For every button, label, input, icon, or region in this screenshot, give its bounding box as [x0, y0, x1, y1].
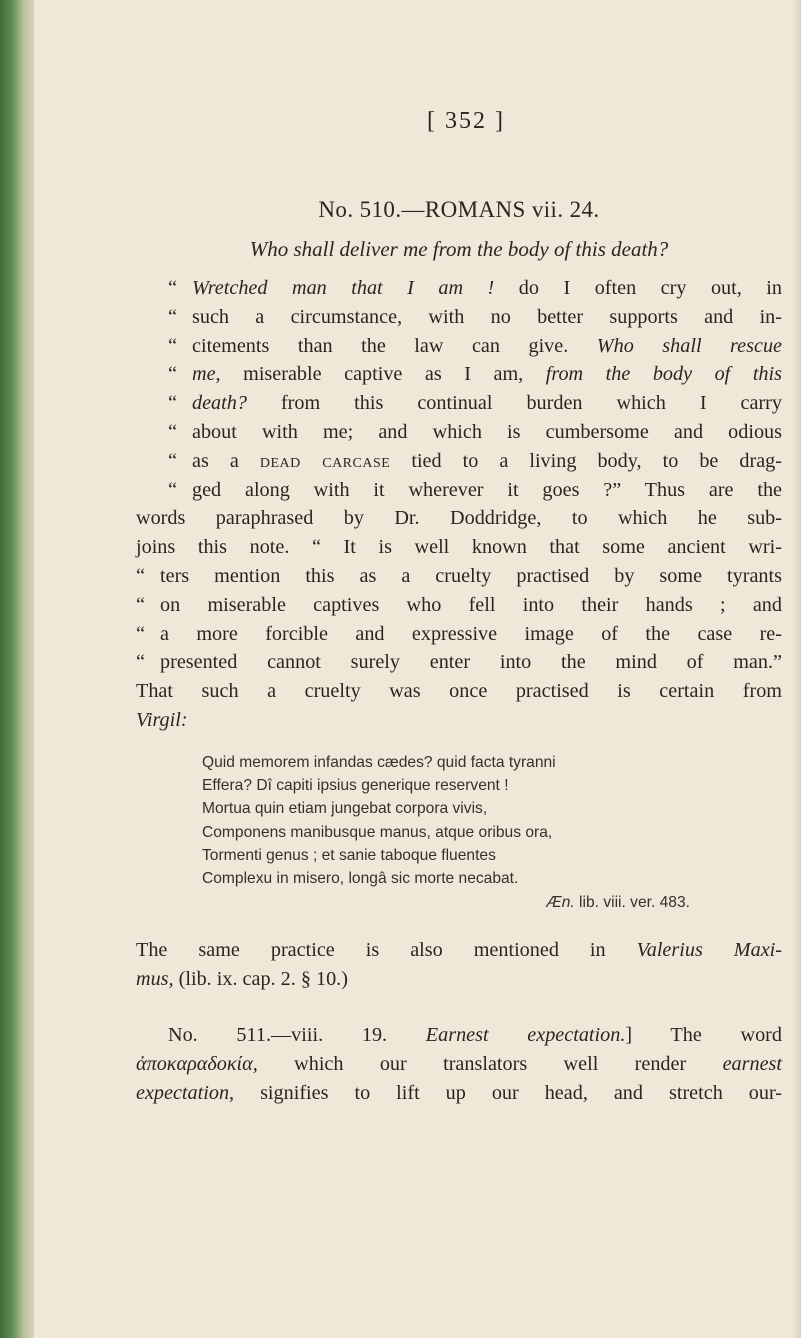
- text-line: expectation, signifies to lift up our head, and stretch our-: [136, 1082, 782, 1105]
- text-line: joins this note. “ It is well known that some ancient wri-: [136, 536, 782, 559]
- verse-line: Componens manibusque manus, atque oribus ora,: [202, 823, 553, 841]
- text-line: “ citements than the law can give. Who shall rescue: [168, 334, 782, 357]
- paragraph-2: [136, 936, 782, 994]
- text-line: words paraphrased by Dr. Doddridge, to which he sub-: [136, 507, 782, 530]
- text-line: mus, (lib. ix. cap. 2. § 10.): [136, 967, 348, 990]
- verse-line: Tormenti genus ; et sanie taboque fluentes: [202, 846, 496, 864]
- paragraph-3: [136, 1021, 782, 1107]
- text-line: ἀποκαραδοκία, which our translators well render earnest: [136, 1053, 782, 1076]
- text-line: “ ged along with it wherever it goes ?” Thus are the: [168, 478, 782, 501]
- book-spine-edge: [0, 0, 34, 1338]
- text-line: “ me, miserable captive as I am, from the body of this: [168, 363, 782, 386]
- verse-citation: Æn. lib. viii. ver. 483.: [546, 893, 690, 911]
- text-line: “ ters mention this as a cruelty practised by some tyrants: [136, 564, 782, 587]
- text-line: No. 511.—viii. 19. Earnest expectation.] The word: [168, 1024, 783, 1047]
- section-subheading: Who shall deliver me from the body of this death?: [249, 237, 669, 261]
- text-line: “ on miserable captives who fell into their hands ; and: [136, 593, 782, 616]
- text-line: That such a cruelty was once practised is certain from: [136, 680, 782, 703]
- text-line: “ about with me; and which is cumbersome and odious: [168, 420, 782, 443]
- verse-line: Mortua quin etiam jungebat corpora vivis,: [202, 800, 488, 818]
- text-line: The same practice is also mentioned in Valerius Maxi-: [136, 938, 783, 961]
- verse-line: Quid memorem infandas cædes? quid facta tyranni: [202, 753, 556, 771]
- section-heading: No. 510.—ROMANS vii. 24.: [318, 197, 600, 222]
- page-right-edge: [791, 0, 801, 1338]
- text-line: “ a more forcible and expressive image of the case re-: [136, 622, 782, 645]
- text-line: “ death? from this continual burden which I carry: [168, 392, 782, 415]
- text-line: “ presented cannot surely enter into the mind of man.”: [136, 651, 782, 674]
- text-line: “ such a circumstance, with no better supports and in-: [168, 305, 782, 328]
- text-line: “ Wretched man that I am ! do I often cry out, in: [168, 277, 782, 299]
- text-line: “ as a dead carcase tied to a living body, to be drag-: [168, 449, 782, 472]
- text-line: Virgil:: [136, 708, 188, 731]
- page-content: [136, 108, 782, 1108]
- paragraph-1: [136, 274, 782, 735]
- latin-verse-quote: [202, 751, 782, 914]
- verse-line: Effera? Dî capiti ipsius generique reservent !: [202, 777, 509, 795]
- page-number: [ 352 ]: [427, 108, 505, 134]
- verse-line: Complexu in misero, longâ sic morte necabat.: [202, 870, 519, 888]
